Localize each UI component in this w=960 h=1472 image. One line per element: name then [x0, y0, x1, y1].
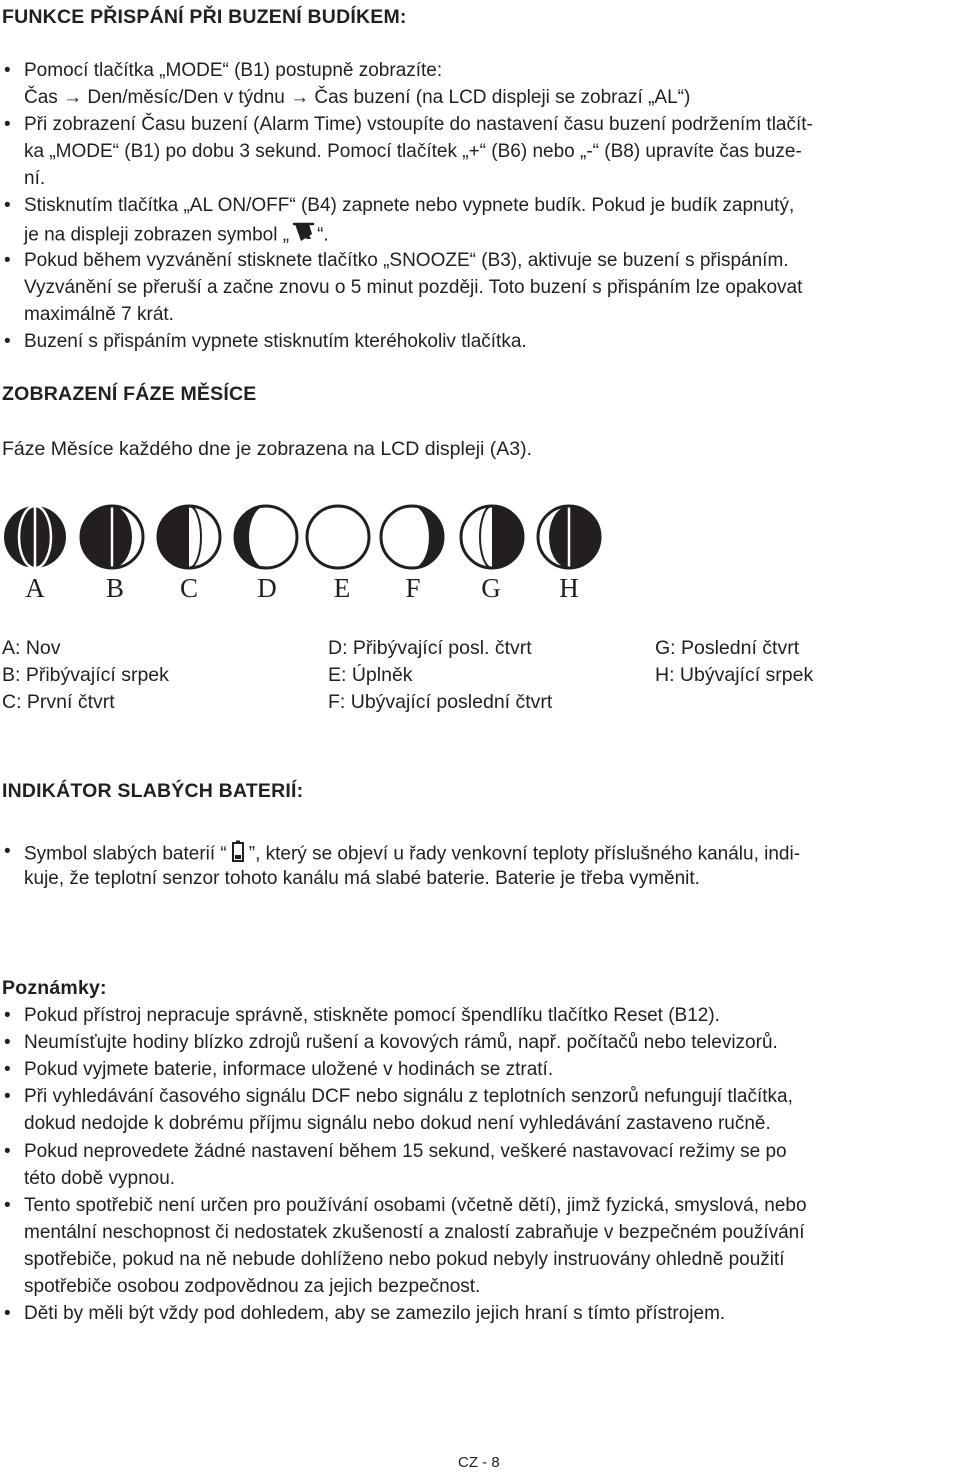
bullet-marker: • — [4, 195, 11, 216]
alarm-bullet-3-line-1: Stisknutím tlačítka „AL ON/OFF“ (B4) zapnete nebo vypnete budík. Pokud je budík zapnutý, — [24, 195, 795, 216]
battery-low-icon — [232, 840, 244, 869]
moon-phase-letter: C — [179, 573, 198, 603]
bullet-marker: • — [4, 114, 11, 135]
alarm-bullet-3-line-2-text-b: “. — [317, 224, 329, 246]
moon-legend-b: B: Přibývající srpek — [2, 664, 169, 686]
bullet-marker: • — [4, 1086, 11, 1107]
note-2: Neumísťujte hodiny blízko zdrojů rušení a kovových rámů, např. počítačů nebo televizorů. — [24, 1032, 778, 1053]
moon-intro: Fáze Měsíce každého dne je zobrazena na LCD displeji (A3). — [2, 438, 533, 460]
battery-line-1-text-a: Symbol slabých baterií “ — [24, 843, 227, 865]
note-5-line-2: této době vypnou. — [24, 1168, 176, 1189]
note-7: Děti by měli být vždy pod dohledem, aby se zamezilo jejich hraní s tímto přístrojem. — [24, 1303, 726, 1324]
alarm-bell-icon — [289, 221, 317, 250]
moon-legend-a: A: Nov — [2, 637, 61, 659]
bullet-marker: • — [4, 331, 11, 352]
moon-phase-letter: D — [257, 573, 277, 603]
bullet-marker: • — [4, 60, 11, 81]
moon-legend-e: E: Úplněk — [328, 664, 413, 686]
alarm-bullet-2-line-2: ka „MODE“ (B1) po dobu 3 sekund. Pomocí tlačítek „+“ (B6) nebo „-“ (B8) upravíte čas buze- — [24, 141, 802, 162]
note-1: Pokud přístroj nepracuje správně, stiskněte pomocí špendlíku tlačítko Reset (B12). — [24, 1005, 720, 1026]
alarm-section-heading: FUNKCE PŘISPÁNÍ PŘI BUZENÍ BUDÍKEM: — [2, 6, 407, 28]
bullet-marker: • — [4, 1141, 11, 1162]
alarm-bullet-3-line-2 — [24, 221, 329, 250]
alarm-bullet-1-line-2: Čas → Den/měsíc/Den v týdnu → Čas buzení (na LCD displeji se zobrazí „AL“) — [24, 87, 691, 108]
bullet-marker: • — [4, 250, 11, 271]
alarm-bullet-4-line-3: maximálně 7 krát. — [24, 304, 174, 325]
note-6-line-1: Tento spotřebič není určen pro používání osobami (včetně dětí), jimž fyzická, smyslová, nebo — [24, 1195, 807, 1216]
moon-phases-graphic — [0, 500, 960, 575]
moon-phase-letter: G — [481, 573, 501, 603]
battery-line-1-text-b: ”, který se objeví u řady venkovní teploty příslušného kanálu, indi- — [248, 843, 801, 865]
moon-legend-g: G: Poslední čtvrt — [655, 637, 800, 659]
moon-phase-e-icon — [307, 506, 369, 568]
moon-phase-letter: E — [333, 573, 351, 603]
alarm-bullet-2-line-3: ní. — [24, 168, 46, 189]
moon-section-heading: ZOBRAZENÍ FÁZE MĚSÍCE — [2, 383, 257, 405]
moon-phase-f-icon — [381, 506, 443, 568]
bullet-marker: • — [4, 1059, 11, 1080]
note-5-line-1: Pokud neprovedete žádné nastavení během 15 sekund, veškeré nastavovací režimy se po — [24, 1141, 787, 1162]
battery-line-1 — [24, 840, 800, 869]
note-4-line-2: dokud nedojde k dobrému příjmu signálu nebo dokud není vyhledávání zastaveno ručně. — [24, 1113, 771, 1134]
bullet-marker: • — [4, 1195, 11, 1216]
battery-section-heading: INDIKÁTOR SLABÝCH BATERIÍ: — [2, 780, 304, 802]
note-6-line-2: mentální neschopnost či nedostatek zkušeností a znalostí zabraňuje v bezpečném používání — [24, 1222, 805, 1243]
bullet-marker: • — [4, 1032, 11, 1053]
moon-legend-d: D: Přibývající posl. čtvrt — [328, 637, 532, 659]
moon-phase-letter: A — [25, 573, 45, 603]
moon-phase-d-icon — [235, 506, 297, 568]
note-3: Pokud vyjmete baterie, informace uložené v hodinách se ztratí. — [24, 1059, 554, 1080]
notes-heading: Poznámky: — [2, 977, 107, 999]
note-6-line-3: spotřebiče, pokud na ně nebude dohlíženo nebo pokud nebyly instruovány ohledně použití — [24, 1249, 785, 1270]
bullet-marker: • — [4, 1303, 11, 1324]
moon-phase-g-icon — [461, 506, 523, 568]
alarm-bullet-3-line-2-text-a: je na displeji zobrazen symbol „ — [24, 224, 290, 246]
page-number: CZ - 8 — [458, 1454, 500, 1471]
moon-phase-letter: B — [105, 573, 124, 603]
bullet-marker: • — [4, 1005, 11, 1026]
moon-legend-c: C: První čtvrt — [2, 691, 115, 713]
moon-phase-letter: F — [405, 573, 421, 603]
moon-legend-h: H: Ubývající srpek — [655, 664, 814, 686]
moon-phase-b-icon — [81, 506, 143, 568]
battery-line-2: kuje, že teplotní senzor tohoto kanálu má slabé baterie. Baterie je třeba vyměnit. — [24, 868, 700, 889]
moon-phase-h-icon — [538, 506, 600, 568]
alarm-bullet-4-line-2: Vyzvánění se přeruší a začne znovu o 5 minut později. Toto buzení s přispáním lze opakovat — [24, 277, 803, 298]
moon-phase-letter: H — [559, 573, 579, 603]
note-4-line-1: Při vyhledávání časového signálu DCF nebo signálu z teplotních senzorů nefungují tlačítka, — [24, 1086, 793, 1107]
alarm-bullet-5-line-1: Buzení s přispáním vypnete stisknutím kteréhokoliv tlačítka. — [24, 331, 527, 352]
moon-phase-a-icon — [4, 506, 66, 568]
alarm-bullet-2-line-1: Při zobrazení Času buzení (Alarm Time) vstoupíte do nastavení času buzení podržením tlačít- — [24, 114, 813, 135]
bullet-marker: • — [4, 841, 11, 862]
note-6-line-4: spotřebiče osobou zodpovědnou za jejich bezpečnost. — [24, 1276, 481, 1297]
moon-phase-c-icon — [158, 506, 220, 568]
moon-legend-f: F: Ubývající poslední čtvrt — [328, 691, 553, 713]
alarm-bullet-1-line-1: Pomocí tlačítka „MODE“ (B1) postupně zobrazíte: — [24, 60, 443, 81]
alarm-bullet-4-line-1: Pokud během vyzvánění stisknete tlačítko „SNOOZE“ (B3), aktivuje se buzení s přispáním. — [24, 250, 789, 271]
